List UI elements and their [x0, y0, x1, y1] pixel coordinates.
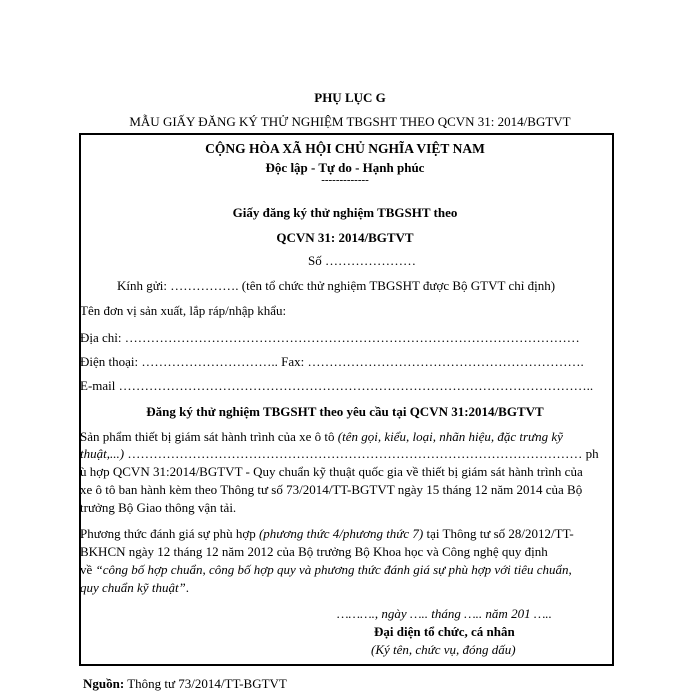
paragraph-product-line3: ù hợp QCVN 31:2014/BGTVT - Quy chuẩn kỹ thuật quốc gia về thiết bị giám sát hành trình của [80, 464, 583, 479]
unit-name-label: Tên đơn vị sản xuất, lắp ráp/nhập khẩu: [80, 303, 287, 318]
paragraph-product-line4: xe ô tô ban hành kèm theo Thông tư số 73/2014/TT-BGTVT ngày 15 tháng 12 năm 2014 của Bộ [80, 482, 583, 497]
paragraph-product-line1 [80, 429, 563, 445]
document-number: Số ………………… [308, 253, 416, 268]
product-text: Sản phẩm thiết bị giám sát hành trình của xe ô tô [80, 429, 338, 444]
method-about: về [80, 562, 96, 577]
signer-title: Đại diện tổ chức, cá nhân [374, 624, 515, 639]
method-quote-cont: quy chuẩn kỹ thuật” [80, 580, 186, 595]
method-text: Phương thức đánh giá sự phù hợp [80, 526, 259, 541]
method-hint: (phương thức 4/phương thức 7) [258, 526, 424, 541]
phone-fax-line: Điện thoại: ………………………….. Fax: ………………………………………………………. [80, 354, 584, 369]
appendix-title: PHỤ LỤC G [314, 90, 386, 105]
paragraph-method-line2: BKHCN ngày 12 tháng 12 năm 2012 của Bộ trưởng Bộ Khoa học và Công nghệ quy định [80, 544, 548, 559]
method-quote-end: . [185, 580, 190, 595]
signer-note: (Ký tên, chức vụ, đóng dấu) [371, 642, 516, 657]
address-line: Địa chỉ: …………………………………………………………………………………………… [80, 330, 580, 345]
product-hint: (tên gọi, kiểu, loại, nhãn hiệu, đặc trưng kỹ [337, 429, 563, 444]
doc-title-line2: QCVN 31: 2014/BGTVT [276, 230, 414, 245]
source-line [83, 676, 287, 692]
paragraph-method-line1 [80, 526, 574, 542]
motto: Độc lập - Tự do - Hạnh phúc [265, 160, 425, 175]
email-line: E-mail ……………………………………………………………………………………………….. [80, 378, 594, 393]
product-hint-cont: thuật,...) [80, 446, 125, 461]
method-tail: tại Thông tư số 28/2012/TT- [423, 526, 574, 541]
separator: ------------- [321, 174, 369, 186]
paragraph-method-line4 [80, 580, 189, 596]
date-line: ………., ngày ….. tháng ….. năm 201 ….. [337, 606, 552, 621]
source-value: Thông tư 73/2014/TT-BGTVT [124, 676, 287, 691]
nation-title: CỘNG HÒA XÃ HỘI CHỦ NGHĨA VIỆT NAM [205, 141, 485, 156]
product-dots: …………………………………………………………………………………………… ph [124, 446, 599, 461]
section-heading: Đăng ký thử nghiệm TBGSHT theo yêu cầu tại QCVN 31:2014/BGTVT [146, 404, 544, 419]
doc-title-line1: Giấy đăng ký thử nghiệm TBGSHT theo [232, 205, 458, 220]
paragraph-product-line2 [80, 446, 599, 462]
paragraph-method-line3 [80, 562, 572, 578]
source-label: Nguồn: [83, 676, 125, 691]
recipient-line: Kính gửi: ……………. (tên tổ chức thử nghiệm TBGSHT được Bộ GTVT chỉ định) [117, 278, 556, 293]
form-template-title: MẪU GIẤY ĐĂNG KÝ THỬ NGHIỆM TBGSHT THEO QCVN 31: 2014/BGTVT [129, 114, 571, 129]
paragraph-product-line5: trưởng Bộ Giao thông vận tải. [80, 500, 237, 515]
method-quote: “công bố hợp chuẩn, công bố hợp quy và phương thức đánh giá sự phù hợp với tiêu chuẩn, [95, 562, 572, 577]
